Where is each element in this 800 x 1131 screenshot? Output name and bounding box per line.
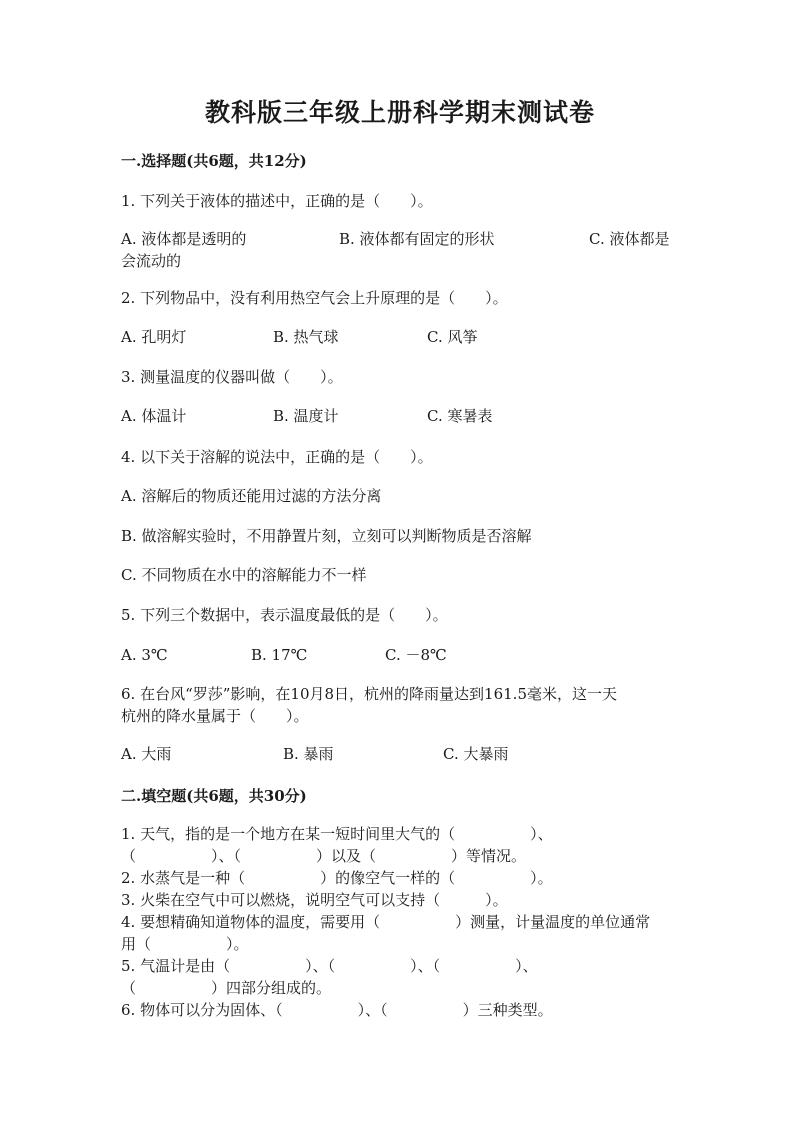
question-2-options	[121, 326, 691, 348]
option-a: A. 大雨	[121, 745, 172, 763]
option-b: B. 暴雨	[283, 745, 334, 763]
fill-line: 6. 物体可以分为固体、（ ）、（ ）三种类型。	[121, 1001, 553, 1019]
option-a: A. 3℃	[121, 646, 168, 664]
fill-line: （ ）四部分组成的。	[121, 979, 332, 997]
fill-line: 4. 要想精确知道物体的温度，需要用（ ）测量，计量温度的单位通常	[121, 913, 651, 931]
question-1-options	[121, 228, 691, 250]
option-c: C. 大暴雨	[443, 745, 509, 763]
option-c: C. －8℃	[385, 646, 447, 664]
option-b: B. 17℃	[251, 646, 308, 664]
fill-line: 5. 气温计是由（ ）、（ ）、（ ）、	[121, 957, 538, 975]
fill-line: 用（ ）。	[121, 935, 249, 953]
fill-line: 3. 火柴在空气中可以燃烧，说明空气可以支持（ ）。	[121, 891, 508, 909]
question-5-options	[121, 644, 691, 666]
question-6-stem-line2: 杭州的降水量属于（ ）。	[121, 707, 309, 725]
question-3-stem: 3. 测量温度的仪器叫做（ ）。	[121, 368, 343, 386]
question-5-stem: 5. 下列三个数据中，表示温度最低的是（ ）。	[121, 606, 448, 624]
section-heading-choice: 一.选择题(共6题，共12分)	[121, 152, 307, 170]
question-4-option-c: C. 不同物质在水中的溶解能力不一样	[121, 566, 367, 584]
question-1-stem: 1. 下列关于液体的描述中，正确的是（ ）。	[121, 192, 433, 210]
question-2-stem: 2. 下列物品中，没有利用热空气会上升原理的是（ ）。	[121, 289, 508, 307]
option-a: A. 体温计	[121, 407, 187, 425]
question-4-stem: 4. 以下关于溶解的说法中，正确的是（ ）。	[121, 448, 433, 466]
fill-line: （ ）、（ ）以及（ ）等情况。	[121, 847, 527, 865]
question-4-option-a: A. 溶解后的物质还能用过滤的方法分离	[121, 487, 382, 505]
question-4-option-b: B. 做溶解实验时，不用静置片刻，立刻可以判断物质是否溶解	[121, 527, 532, 545]
option-c: C. 寒暑表	[427, 407, 493, 425]
option-a: A. 液体都是透明的	[121, 230, 247, 248]
option-b: B. 液体都有固定的形状	[339, 230, 495, 248]
page-title: 教科版三年级上册科学期末测试卷	[204, 98, 595, 127]
fill-in-questions	[121, 823, 691, 1021]
question-1-option-wrap: 会流动的	[121, 252, 182, 270]
option-a: A. 孔明灯	[121, 328, 187, 346]
section-heading-fill: 二.填空题(共6题，共30分)	[121, 787, 307, 805]
fill-line: 1. 天气，指的是一个地方在某一短时间里大气的（ ）、	[121, 825, 553, 843]
option-c: C. 液体都是	[589, 230, 670, 248]
option-b: B. 热气球	[273, 328, 339, 346]
question-3-options	[121, 405, 691, 427]
fill-line: 2. 水蒸气是一种（ ）的像空气一样的（ ）。	[121, 869, 553, 887]
question-6-options	[121, 743, 691, 765]
option-b: B. 温度计	[273, 407, 339, 425]
option-c: C. 风筝	[427, 328, 478, 346]
question-6-stem-line1: 6. 在台风“罗莎”影响，在10月8日，杭州的降雨量达到161.5毫米，这一天	[121, 685, 617, 703]
